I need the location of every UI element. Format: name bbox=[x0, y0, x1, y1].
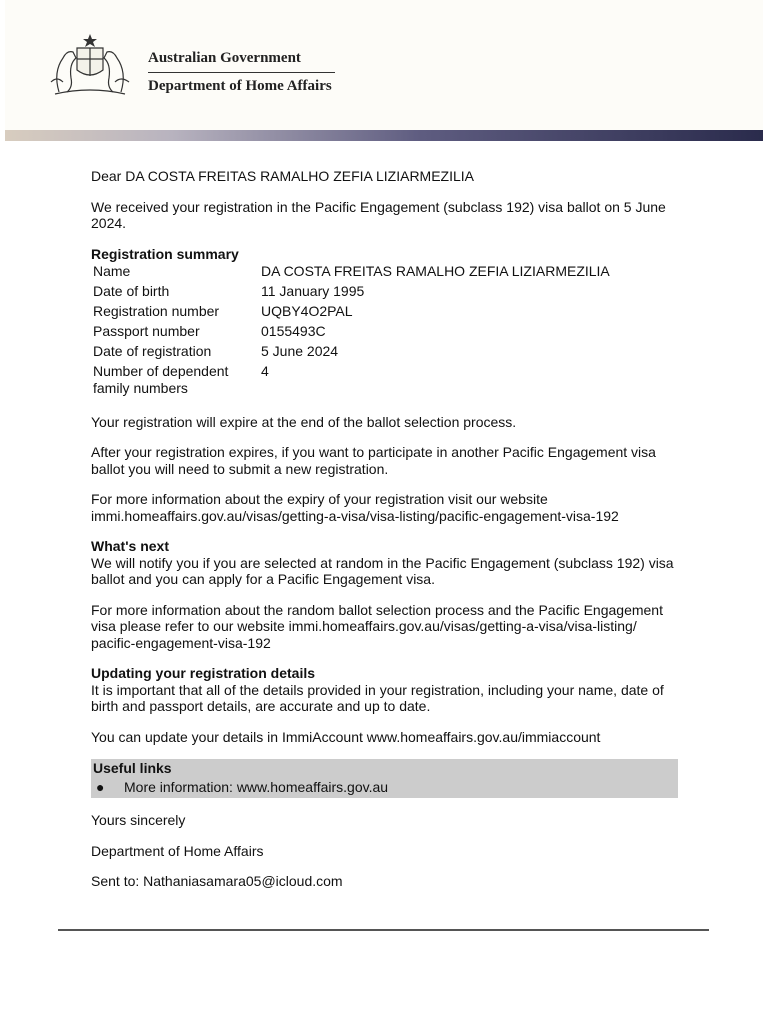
summary-label: Registration number bbox=[93, 303, 220, 319]
useful-links-list bbox=[93, 779, 678, 796]
expiry-info-paragraph: For more information about the expiry of your registration visit our website immi.homeaffairs.gov.au/visas/getting-a-visa/visa-listing/pacific-engagement-visa-192 bbox=[91, 491, 619, 524]
summary-heading: Registration summary bbox=[91, 245, 239, 262]
summary-value: DA COSTA FREITAS RAMALHO ZEFIA LIZIARMEZILIA bbox=[261, 263, 610, 279]
letterhead-rule bbox=[148, 72, 335, 73]
header-gradient-bar bbox=[5, 130, 763, 141]
summary-value: 11 January 1995 bbox=[261, 283, 365, 299]
summary-value: 4 bbox=[261, 363, 269, 379]
summary-label: Name bbox=[93, 263, 131, 279]
table-row bbox=[91, 263, 610, 283]
department-name: Department of Home Affairs bbox=[148, 78, 332, 94]
signature: Department of Home Affairs bbox=[91, 842, 264, 859]
summary-value: 0155493C bbox=[261, 323, 326, 339]
expiry-paragraph: Your registration will expire at the end of the ballot selection process. bbox=[91, 413, 517, 430]
summary-label: Number of dependent family numbers bbox=[93, 363, 229, 396]
updating-paragraph: It is important that all of the details provided in your registration, including your name, date of birth and passport details, are accurate and up to date. bbox=[91, 681, 664, 714]
signoff: Yours sincerely bbox=[91, 812, 186, 828]
table-row bbox=[91, 323, 610, 343]
summary-value: 5 June 2024 bbox=[261, 343, 339, 359]
registration-summary-table bbox=[91, 263, 610, 400]
letterhead bbox=[5, 0, 763, 130]
intro-paragraph: We received your registration in the Pacific Engagement (subclass 192) visa ballot on 5 June 2024. bbox=[91, 198, 666, 231]
table-row bbox=[91, 283, 610, 303]
greeting: Dear DA COSTA FREITAS RAMALHO ZEFIA LIZIARMEZILIA bbox=[91, 168, 475, 184]
summary-label: Passport number bbox=[93, 323, 200, 339]
whats-next-paragraph: We will notify you if you are selected at random in the Pacific Engagement (subclass 192) visa ballot and you can apply for a Pacific Engagement visa. bbox=[91, 554, 674, 587]
summary-label: Date of birth bbox=[93, 283, 170, 299]
whats-next-heading: What's next bbox=[91, 538, 170, 554]
government-name: Australian Government bbox=[148, 50, 301, 66]
after-expiry-paragraph: After your registration expires, if you want to participate in another Pacific Engagement visa ballot you will need to submit a new registration. bbox=[91, 444, 656, 477]
footer-rule bbox=[58, 929, 709, 931]
table-row bbox=[91, 363, 610, 400]
sent-to: Sent to: Nathaniasamara05@icloud.com bbox=[91, 873, 343, 889]
ballot-info-paragraph: For more information about the random ballot selection process and the Pacific Engagement visa please refer to our website immi.homeaffairs.gov.au/visas/getting-a-visa/visa-listing/ pacific-engagement-visa-192 bbox=[91, 601, 663, 651]
immiaccount-paragraph: You can update your details in ImmiAccount www.homeaffairs.gov.au/immiaccount bbox=[91, 728, 601, 745]
useful-links-heading: Useful links bbox=[93, 760, 172, 776]
table-row bbox=[91, 343, 610, 363]
summary-value: UQBY4O2PAL bbox=[261, 303, 353, 319]
list-item bbox=[93, 779, 678, 796]
updating-heading: Updating your registration details bbox=[91, 665, 316, 681]
bullet-icon: ● bbox=[96, 778, 105, 795]
useful-links-box bbox=[91, 759, 678, 798]
coat-of-arms-icon bbox=[49, 32, 131, 98]
letter-body bbox=[91, 168, 681, 904]
useful-link[interactable]: More information: www.homeaffairs.gov.au bbox=[124, 778, 389, 795]
table-row bbox=[91, 303, 610, 323]
summary-label: Date of registration bbox=[93, 343, 212, 359]
